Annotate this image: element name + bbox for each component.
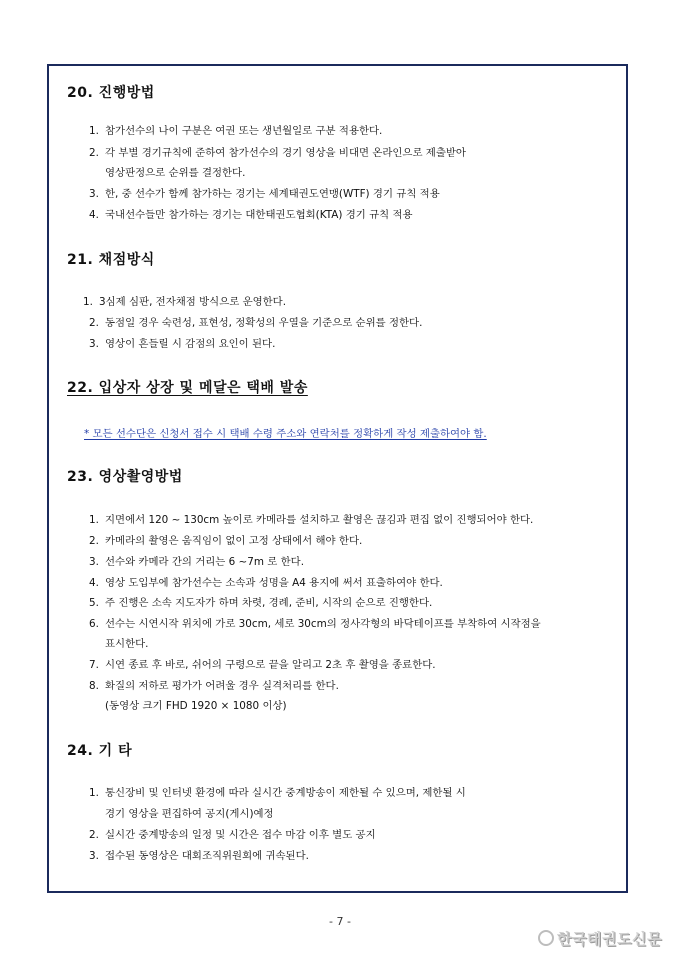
list-item-number: 3. [89,188,99,200]
list-item-text: 선수와 카메라 간의 거리는 6 ~7m 로 한다. [105,556,304,568]
list-item [89,658,436,672]
list-item [89,555,304,569]
list-item-number: 7. [89,659,99,671]
watermark-logo-icon [538,930,554,946]
section-heading-21: 21. 채점방식 [67,252,155,268]
list-item-text: 3심제 심판, 전자채점 방식으로 운영한다. [99,296,287,308]
list-item-number: 8. [89,680,99,692]
list-item-text: 카메라의 촬영은 움직임이 없이 고정 상태에서 해야 한다. [105,535,363,547]
list-item [89,679,339,693]
list-item-text: 실시간 중계방송의 일정 및 시간은 접수 마감 이후 별도 공지 [105,829,376,841]
list-item [89,576,443,590]
list-item [89,786,466,800]
section-heading-22: 22. 입상자 상장 및 메달은 택배 발송 [67,380,308,396]
list-item-number: 3. [89,556,99,568]
list-item-number: 6. [89,618,99,630]
list-item-continuation: (동영상 크기 FHD 1920 × 1080 이상) [105,700,287,712]
list-item [89,124,382,138]
list-item-number: 2. [89,147,99,159]
list-item-text: 통신장비 및 인터넷 환경에 따라 실시간 중계방송이 제한될 수 있으며, 제한될 시 [105,787,466,799]
list-item-text: 영상 도입부에 참가선수는 소속과 성명을 A4 용지에 써서 표출하여야 한다. [105,577,443,589]
list-item-number: 3. [89,338,99,350]
list-item-number: 5. [89,597,99,609]
list-item-number: 2. [89,317,99,329]
list-item-continuation: 영상판정으로 순위를 결정한다. [105,167,246,179]
list-item [89,849,309,863]
list-item-number: 1. [89,787,99,799]
list-item-text: 동점일 경우 숙련성, 표현성, 정확성의 우열을 기준으로 순위를 정한다. [105,317,423,329]
list-item-number: 3. [89,850,99,862]
list-item-number: 2. [89,829,99,841]
watermark [538,928,662,949]
watermark-text: 한국태권도신문 [557,930,662,948]
list-item-number: 4. [89,577,99,589]
notice-text: * 모든 선수단은 신청서 접수 시 택배 수령 주소와 연락처를 정확하게 작성 제출하여야 함. [84,428,487,440]
section-heading-23: 23. 영상촬영방법 [67,469,183,485]
list-item-text: 영상이 흔들릴 시 감점의 요인이 된다. [105,338,276,350]
list-item-continuation: 표시한다. [105,638,149,650]
list-item [89,617,541,631]
list-item [89,596,432,610]
list-item-number: 2. [89,535,99,547]
list-item-number: 1. [89,514,99,526]
list-item-text: 시연 종료 후 바로, 쉬어의 구령으로 끝을 알리고 2초 후 촬영을 종료한다. [105,659,436,671]
list-item-text: 화질의 저하로 평가가 어려울 경우 실격처리를 한다. [105,680,339,692]
list-item [89,146,466,160]
section-heading-20: 20. 진행방법 [67,85,155,101]
list-item-text: 지면에서 120 ~ 130cm 높이로 카메라를 설치하고 촬영은 끊김과 편집 없이 진행되어야 한다. [105,514,534,526]
list-item [89,828,376,842]
list-item [89,337,275,351]
list-item [89,316,422,330]
list-item-continuation: 경기 영상을 편집하여 공지(게시)예정 [105,808,274,820]
list-item [89,208,413,222]
list-item [89,534,362,548]
list-item-number: 4. [89,209,99,221]
list-item-text: 선수는 시연시작 위치에 가로 30cm, 세로 30cm의 정사각형의 바닥테이프를 부착하여 시작점을 [105,618,541,630]
page-number: - 7 - [329,915,351,928]
list-item-text: 국내선수들만 참가하는 경기는 대한태권도협회(KTA) 경기 규칙 적용 [105,209,413,221]
list-item-text: 한, 중 선수가 함께 참가하는 경기는 세계태권도연맹(WTF) 경기 규칙 적용 [105,188,440,200]
list-item [83,295,286,309]
section-heading-24: 24. 기 타 [67,743,133,759]
document-frame [47,64,628,893]
list-item-text: 참가선수의 나이 구분은 여권 또는 생년월일로 구분 적용한다. [105,125,383,137]
list-item-text: 주 진행은 소속 지도자가 하며 차렷, 경례, 준비, 시작의 순으로 진행한다. [105,597,433,609]
list-item-text: 접수된 동영상은 대회조직위원회에 귀속된다. [105,850,309,862]
list-item-number: 1. [83,296,93,308]
list-item [89,187,440,201]
list-item [89,513,533,527]
list-item-text: 각 부별 경기규칙에 준하여 참가선수의 경기 영상을 비대면 온라인으로 제출받아 [105,147,466,159]
list-item-number: 1. [89,125,99,137]
